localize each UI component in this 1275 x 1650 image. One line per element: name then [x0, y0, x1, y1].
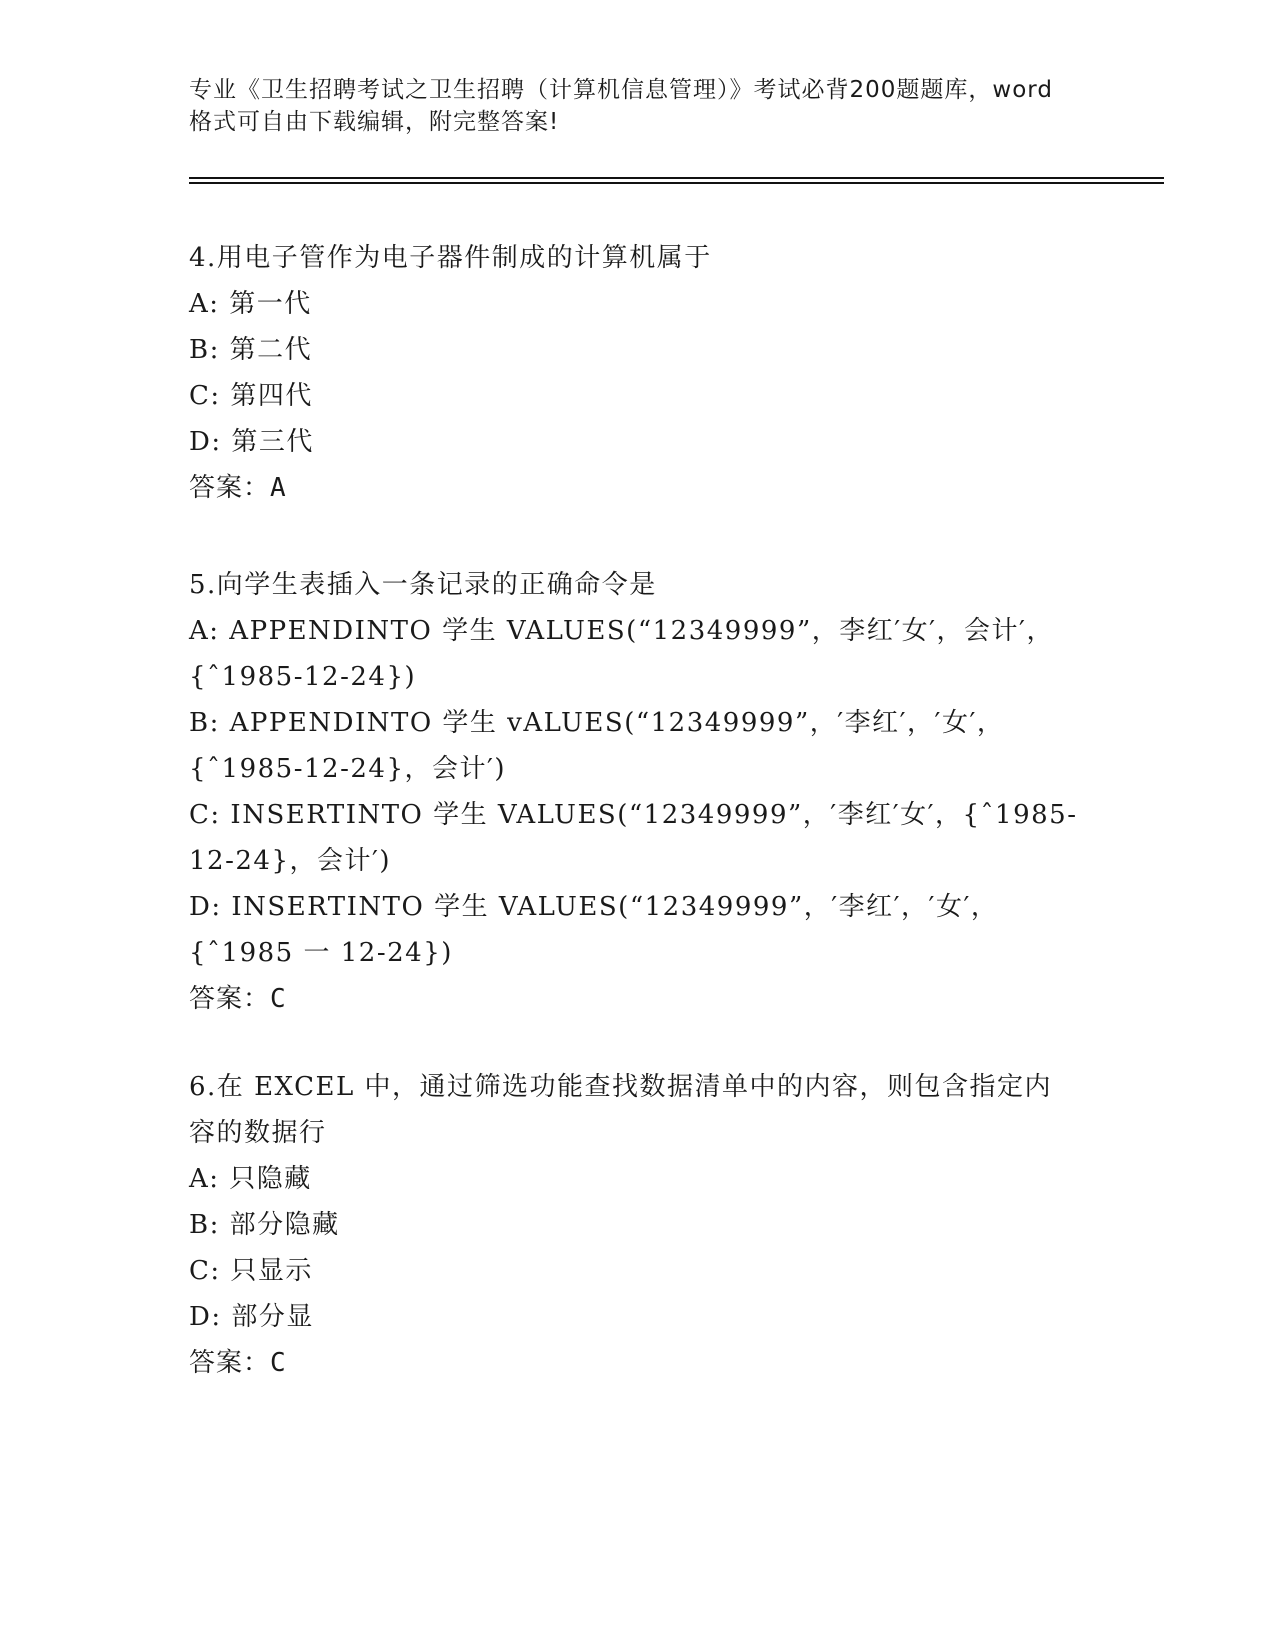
- option-d: D: 部分显: [189, 1302, 314, 1332]
- option-d-cont: {ˆ1985 一 12-24}): [189, 938, 453, 968]
- option-a: A: 第一代: [189, 289, 312, 319]
- option-b-cont: {ˆ1985-12-24}，会计′): [189, 754, 507, 784]
- answer-label: 答案：: [189, 1348, 271, 1378]
- header-divider-top: [189, 177, 1164, 179]
- question-5: [189, 562, 1079, 1022]
- answer-label: 答案：: [189, 473, 271, 503]
- option-d: D: 第三代: [189, 427, 314, 457]
- option-c: C: 只显示: [189, 1256, 313, 1286]
- option-a-cont: {ˆ1985-12-24}): [189, 662, 417, 692]
- option-b: B: APPENDINTO 学生 vALUES(“12349999”，′李红′，′女′，: [189, 708, 1005, 738]
- option-d: D: INSERTINTO 学生 VALUES(“12349999”，′李红′，′女′，: [189, 892, 999, 922]
- option-c: C: 第四代: [189, 381, 313, 411]
- question-stem: 4.用电子管作为电子器件制成的计算机属于: [189, 243, 712, 273]
- option-c-cont: 12-24}，会计′): [189, 846, 392, 876]
- option-c: C: INSERTINTO 学生 VALUES(“12349999”，′李红′女′，{ˆ1985-: [189, 800, 1078, 830]
- answer-value: C: [270, 1348, 287, 1378]
- answer-label: 答案：: [189, 984, 271, 1014]
- answer-value: A: [270, 473, 287, 503]
- question-4: [189, 235, 1079, 511]
- question-stem-cont: 容的数据行: [189, 1118, 327, 1148]
- answer-line: [189, 465, 1079, 511]
- header-line-2: 格式可自由下载编辑，附完整答案!: [189, 109, 560, 135]
- document-header: [189, 74, 1089, 138]
- header-line-1: 专业《卫生招聘考试之卫生招聘（计算机信息管理）》考试必背200题题库，word: [189, 77, 1053, 103]
- question-stem: 5.向学生表插入一条记录的正确命令是: [189, 570, 657, 600]
- question-stem: 6.在 EXCEL 中，通过筛选功能查找数据清单中的内容，则包含指定内: [189, 1072, 1053, 1102]
- option-b: B: 部分隐藏: [189, 1210, 340, 1240]
- option-a: A: 只隐藏: [189, 1164, 312, 1194]
- header-divider-bottom: [189, 182, 1164, 184]
- answer-line: [189, 1340, 1079, 1386]
- question-6: [189, 1064, 1079, 1386]
- answer-value: C: [270, 984, 287, 1014]
- option-a: A: APPENDINTO 学生 VALUES(“12349999”，李红′女′，会计′，: [189, 616, 1054, 646]
- answer-line: [189, 976, 1079, 1022]
- option-b: B: 第二代: [189, 335, 313, 365]
